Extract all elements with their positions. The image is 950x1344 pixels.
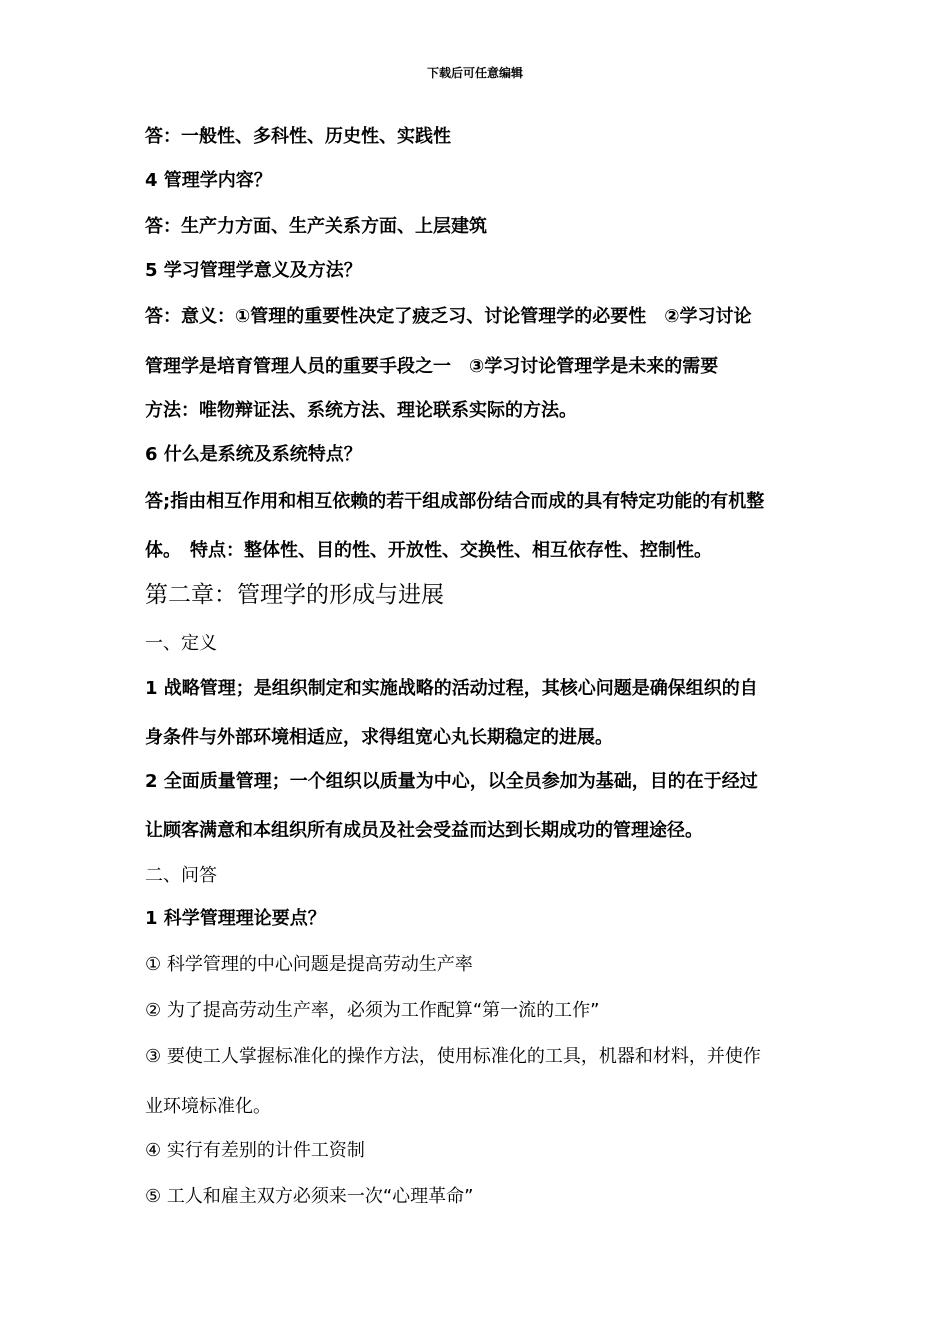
- answer-line: 答：一般性、多科性、历史性、实践性: [145, 126, 451, 147]
- answer-line: 管理学是培育管理人员的重要手段之一 ③学习讨论管理学是未来的需要: [145, 356, 719, 377]
- question-line: 4 管理学内容？: [145, 170, 272, 191]
- question-line: 5 学习管理学意义及方法？: [145, 260, 362, 281]
- definition-line: 2 全面质量管理；一个组织以质量为中心，以全员参加为基础，目的在于经过: [145, 771, 758, 792]
- section-heading: 一、定义: [145, 633, 217, 654]
- definition-line: 1 战略管理；是组织制定和实施战略的活动过程，其核心问题是确保组织的自: [145, 678, 758, 699]
- chapter-heading: 第二章：管理学的形成与进展: [145, 582, 444, 608]
- question-line: 6 什么是系统及系统特点？: [145, 444, 362, 465]
- question-line: 1 科学管理理论要点？: [145, 908, 326, 929]
- list-item: ① 科学管理的中心问题是提高劳动生产率: [145, 954, 473, 975]
- list-item: ④ 实行有差别的计件工资制: [145, 1140, 365, 1161]
- page-header: 下载后可任意编辑: [426, 66, 523, 80]
- answer-line: 答：生产力方面、生产关系方面、上层建筑: [145, 216, 487, 237]
- list-item: ② 为了提高劳动生产率，必须为工作配算“第一流的工作”: [145, 1000, 600, 1021]
- list-item: 业环境标准化。: [145, 1096, 271, 1117]
- definition-line: 让顾客满意和本组织所有成员及社会受益而达到长期成功的管理途径。: [145, 820, 703, 841]
- list-item: ③ 要使工人掌握标准化的操作方法，使用标准化的工具，机器和材料，并使作: [145, 1046, 761, 1067]
- answer-line: 方法：唯物辩证法、系统方法、理论联系实际的方法。: [145, 400, 577, 421]
- definition-line: 身条件与外部环境相适应，求得组宽心丸长期稳定的进展。: [145, 727, 613, 748]
- section-heading: 二、问答: [145, 865, 217, 886]
- answer-line: 答：意义：①管理的重要性决定了疲乏习、讨论管理学的必要性 ②学习讨论: [145, 306, 752, 327]
- answer-line: 答;指由相互作用和相互依赖的若干组成部份结合而成的具有特定功能的有机整: [145, 491, 765, 512]
- answer-line: 体。 特点：整体性、目的性、开放性、交换性、相互依存性、控制性。: [145, 540, 712, 561]
- list-item: ⑤ 工人和雇主双方必须来一次“心理革命”: [145, 1186, 474, 1207]
